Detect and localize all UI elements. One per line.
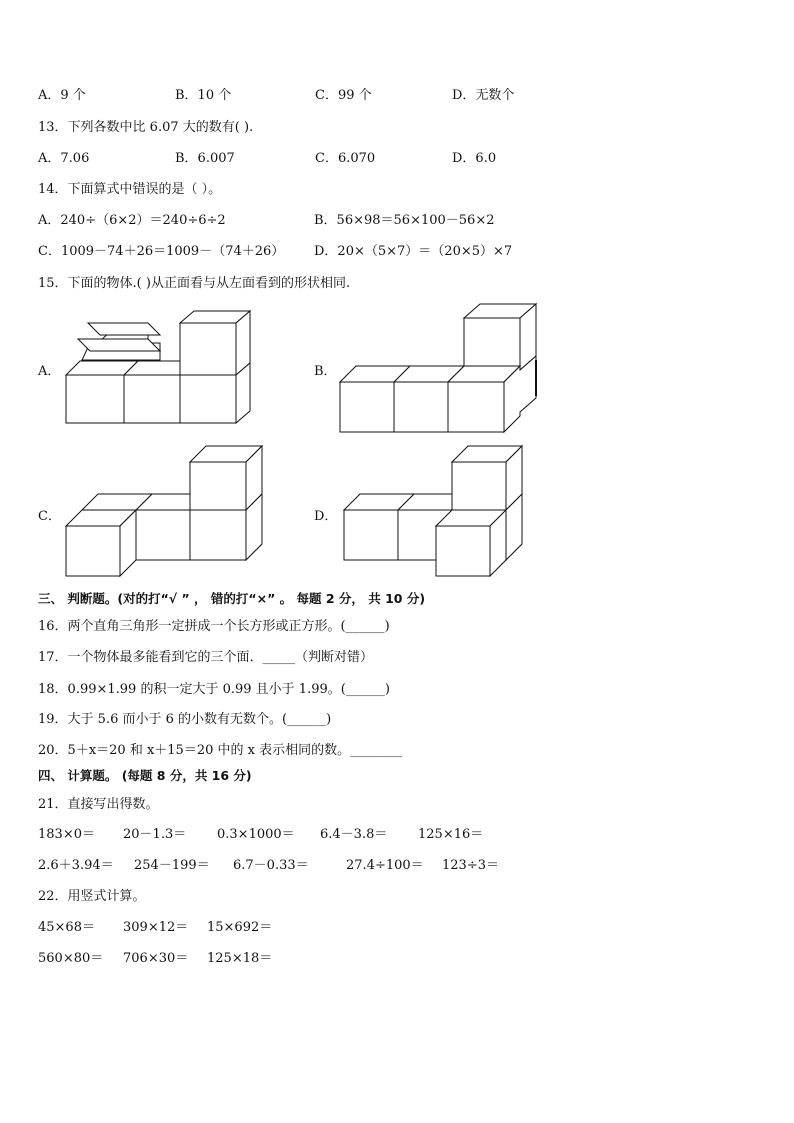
q21-item: 2.6＋3.94＝ [38, 858, 114, 873]
q22-item: 560×80＝ [38, 951, 104, 966]
q18: 18．0.99×1.99 的积一定大于 0.99 且小于 1.99。(______) [38, 682, 390, 697]
q21-stem: 21．直接写出得数。 [38, 797, 159, 812]
q13-stem: 13．下列各数中比 6.07 大的数有( ). [38, 120, 254, 135]
q12-option-d: D．无数个 [452, 88, 515, 103]
q22-item: 309×12＝ [123, 920, 189, 935]
q15-label-a: A． [38, 364, 61, 379]
q14-option-c: C．1009－74＋26＝1009－（74＋26） [38, 244, 285, 259]
q22-stem: 22．用竖式计算。 [38, 889, 146, 904]
q13-option-a: A．7.06 [38, 151, 90, 166]
q21-item: 183×0＝ [38, 827, 95, 842]
q15-figure-b [338, 300, 543, 435]
q21-item: 20－1.3＝ [123, 827, 187, 842]
q15-figure-a [60, 305, 260, 430]
q21-item: 27.4÷100＝ [346, 858, 424, 873]
section-3-title: 三、 判断题。(对的打“√ ” ， 错的打“×” 。 每题 2 分， 共 10 分) [38, 591, 426, 606]
q12-option-a: A．9 个 [38, 88, 86, 103]
q14-option-b: B．56×98＝56×100－56×2 [314, 213, 495, 228]
q13-option-c: C．6.070 [315, 151, 376, 166]
q12-option-c: C．99 个 [315, 88, 372, 103]
q22-item: 15×692＝ [207, 920, 273, 935]
q21-item: 125×16＝ [418, 827, 484, 842]
q15-label-c: C． [38, 509, 61, 524]
q14-option-a: A．240÷（6×2）＝240÷6÷2 [38, 213, 226, 228]
q22-item: 706×30＝ [123, 951, 189, 966]
q21-item: 6.4－3.8＝ [320, 827, 388, 842]
q15-stem: 15．下面的物体.( )从正面看与从左面看到的形状相同. [38, 276, 351, 291]
q12-option-b: B．10 个 [175, 88, 232, 103]
q17: 17．一个物体最多能看到它的三个面．_____（判断对错） [38, 650, 374, 665]
q21-item: 6.7－0.33＝ [233, 858, 309, 873]
q19: 19．大于 5.6 而小于 6 的小数有无数个。(______) [38, 712, 332, 727]
q15-figure-c [62, 444, 267, 579]
q21-item: 254－199＝ [134, 858, 210, 873]
q13-option-d: D．6.0 [452, 151, 497, 166]
q15-label-d: D． [314, 509, 338, 524]
q20: 20．5＋x＝20 和 x＋15＝20 中的 x 表示相同的数。________ [38, 743, 403, 758]
q15-label-b: B． [314, 364, 337, 379]
q16: 16．两个直角三角形一定拼成一个长方形或正方形。(______) [38, 619, 390, 634]
q21-item: 123÷3＝ [442, 858, 499, 873]
q22-item: 45×68＝ [38, 920, 95, 935]
q21-item: 0.3×1000＝ [217, 827, 295, 842]
section-4-title: 四、 计算题。 (每题 8 分，共 16 分) [38, 768, 252, 783]
q14-option-d: D．20×（5×7）＝（20×5）×7 [314, 244, 513, 259]
q13-option-b: B．6.007 [175, 151, 235, 166]
q15-figure-d [340, 444, 530, 579]
q14-stem: 14．下面算式中错误的是（ ）。 [38, 182, 222, 197]
q22-item: 125×18＝ [207, 951, 273, 966]
